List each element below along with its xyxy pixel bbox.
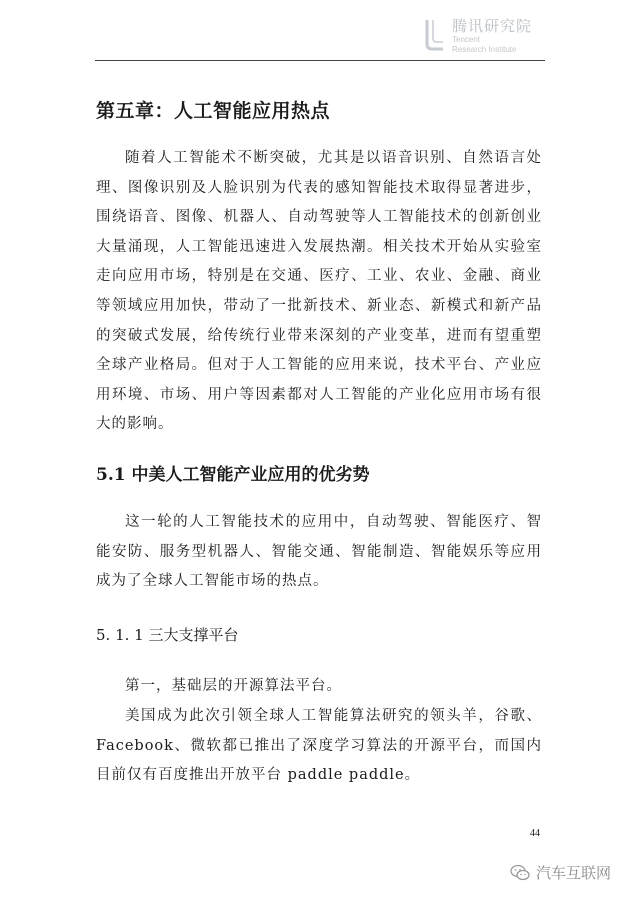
section-title: 5.1 中美人工智能产业应用的优劣势 (96, 465, 370, 485)
section-paragraph: 这一轮的人工智能技术的应用中，自动驾驶、智能医疗、智能安防、服务型机器人、智能交通、智能制造、智能娱乐等应用成为了全球人工智能市场的热点。 (96, 514, 542, 590)
subsection-title: 5. 1. 1 三大支撑平台 (96, 626, 239, 644)
chapter-title: 第五章：人工智能应用热点 (96, 100, 331, 122)
header-brand (452, 17, 572, 55)
brand-name-en-line1: Tencent (452, 35, 481, 44)
wechat-icon (510, 864, 530, 882)
brand-name-en-line2: Research Institute (452, 45, 517, 54)
watermark-text: 汽车互联网 (536, 864, 612, 882)
tencent-research-logo-icon (424, 18, 446, 52)
page-number: 44 (530, 828, 540, 839)
brand-name-cn: 腾讯研究院 (452, 17, 533, 35)
first-point-detail-paragraph: 美国成为此次引领全球人工智能算法研究的领头羊，谷歌、Facebook、微软都已推出了深度学习算法的开源平台，而国内目前仅有百度推出开放平台 paddle paddle。 (96, 708, 542, 784)
wechat-watermark (510, 862, 611, 883)
intro-paragraph: 随着人工智能术不断突破，尤其是以语音识别、自然语言处理、图像识别及人脸识别为代表的感知智能技术取得显著进步，围绕语音、图像、机器人、自动驾驶等人工智能技术的创新创业大量涌现，人工智能迅速进入发展热潮。相关技术开始从实验室走向应用市场，特别是在交通、医疗、工业、农业、金融、商业等领域应用加快，带动了一批新技术、新业态、新模式和新产品的突破式发展，给传统行业带来深刻的产业变革，进而有望重塑全球产业格局。但对于人工智能的应用来说，技术平台、产业应用环境、市场、用户等因素都对人工智能的产业化应用市场有很大的影响。 (96, 150, 542, 433)
first-point-paragraph: 第一，基础层的开源算法平台。 (125, 678, 342, 694)
header-divider (95, 60, 545, 61)
